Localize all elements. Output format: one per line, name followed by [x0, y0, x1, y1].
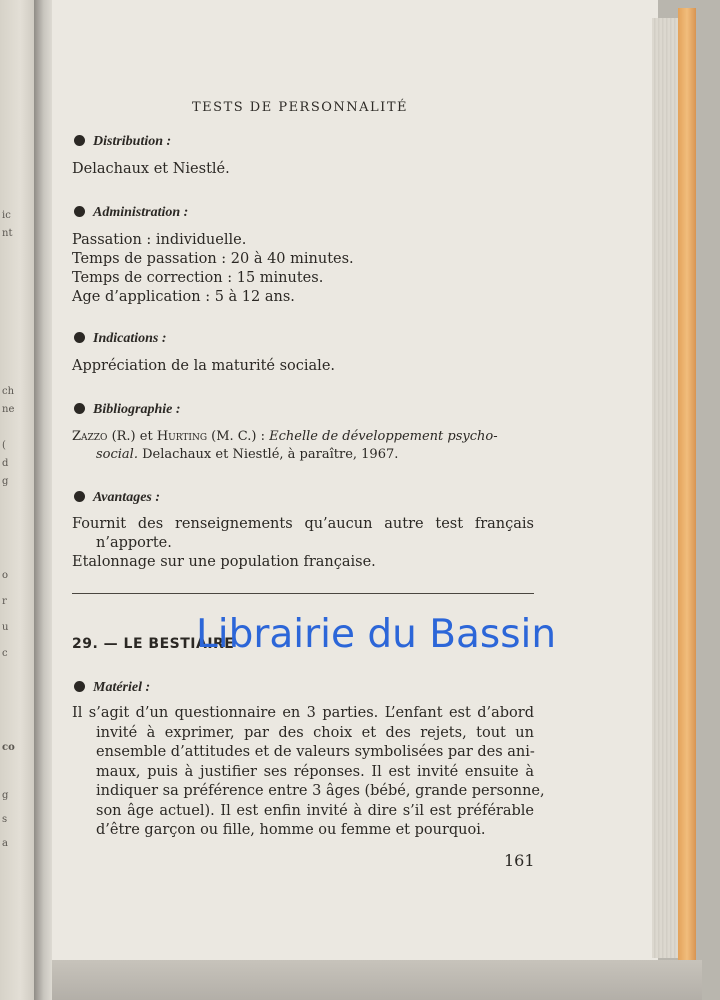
indications-text: Appréciation de la maturité sociale. — [72, 358, 336, 374]
book-title: Echelle de développement psycho- — [269, 429, 498, 444]
left-page-fragment: c — [2, 648, 8, 659]
author-initials: (R.) — [111, 429, 136, 444]
bullet-icon — [74, 403, 85, 414]
page-number: 161 — [504, 851, 535, 870]
paragraph-line: ensemble d’attitudes et de valeurs symbolisées par des ani- — [96, 744, 535, 760]
left-page-fragment: s — [2, 814, 8, 825]
administration-line: Passation : individuelle. — [72, 232, 247, 248]
bibliography-line-2 — [96, 446, 398, 464]
author-name: Hurting — [156, 429, 208, 444]
administration-line: Temps de passation : 20 à 40 minutes. — [72, 251, 354, 267]
left-page-fragment: a — [2, 838, 8, 849]
left-page-fragment: ( — [2, 440, 6, 451]
section-heading: Administration : — [93, 205, 189, 220]
running-head: TESTS DE PERSONNALITÉ — [192, 100, 408, 115]
section-heading: Matériel : — [93, 680, 151, 695]
section-avantages — [74, 490, 160, 506]
avantages-line: Fournit des renseignements qu’aucun autre test français — [72, 516, 534, 532]
bibliography-line-1 — [72, 428, 534, 446]
section-distribution — [74, 134, 171, 150]
publication-info: Delachaux et Niestlé, à paraître, 1967. — [142, 447, 399, 462]
left-page-fragment: g — [2, 476, 9, 487]
left-page-fragment: nt — [2, 228, 13, 239]
section-materiel — [74, 680, 150, 696]
section-divider — [72, 593, 534, 594]
bullet-icon — [74, 206, 85, 217]
left-page-fragment: r — [2, 596, 7, 607]
left-page-fragment: g — [2, 790, 9, 801]
section-heading: Bibliographie : — [93, 402, 181, 417]
paragraph-line: d’être garçon ou fille, homme ou femme et pourquoi. — [96, 822, 486, 838]
administration-line: Temps de correction : 15 minutes. — [72, 270, 324, 286]
bullet-icon — [74, 491, 85, 502]
test-title: 29. — LE BESTIAIRE — [72, 636, 235, 652]
left-page-fragment: co — [2, 742, 15, 753]
section-heading: Distribution : — [93, 134, 172, 149]
page-bottom-shadow — [52, 960, 702, 1000]
book-cover-edge — [678, 8, 696, 963]
section-indications — [74, 331, 167, 347]
bullet-icon — [74, 332, 85, 343]
section-bibliographie — [74, 402, 181, 418]
section-administration — [74, 205, 188, 221]
left-page-fragment: d — [2, 458, 9, 469]
bullet-icon — [74, 681, 85, 692]
section-heading: Avantages : — [93, 490, 161, 505]
administration-line: Age d’application : 5 à 12 ans. — [72, 289, 295, 305]
author-initials: (M. C.) : — [211, 429, 266, 444]
bullet-icon — [74, 135, 85, 146]
paragraph-line: indiquer sa préférence entre 3 âges (bébé, grande personne, — [96, 783, 545, 799]
paragraph-line: son âge actuel). Il est enfin invité à dire s’il est préférable — [96, 802, 534, 819]
book-title: social. — [96, 447, 138, 462]
left-facing-page — [0, 0, 34, 1000]
author-name: Zazzo — [72, 429, 108, 444]
paragraph-line: maux, puis à justifier ses réponses. Il est invité ensuite à — [96, 763, 534, 780]
materiel-paragraph — [72, 704, 545, 841]
left-page-fragment: o — [2, 570, 9, 581]
connector: et — [139, 429, 153, 444]
page-edges — [652, 18, 680, 958]
section-heading: Indications : — [93, 331, 167, 346]
left-page-fragment: ne — [2, 404, 15, 415]
left-page-fragment: ch — [2, 386, 15, 397]
paragraph-line: Il s’agit d’un questionnaire en 3 parties. L’enfant est d’abord — [72, 705, 534, 721]
left-page-fragment: u — [2, 622, 9, 633]
paragraph-line: invité à exprimer, par des choix et des rejets, tout un — [96, 724, 534, 741]
avantages-line: Etalonnage sur une population française. — [72, 554, 376, 570]
watermark-overlay: Librairie du Bassin — [196, 612, 557, 657]
avantages-line: n’apporte. — [96, 535, 172, 551]
left-page-fragment: ic — [2, 210, 11, 221]
distribution-text: Delachaux et Niestlé. — [72, 161, 230, 177]
